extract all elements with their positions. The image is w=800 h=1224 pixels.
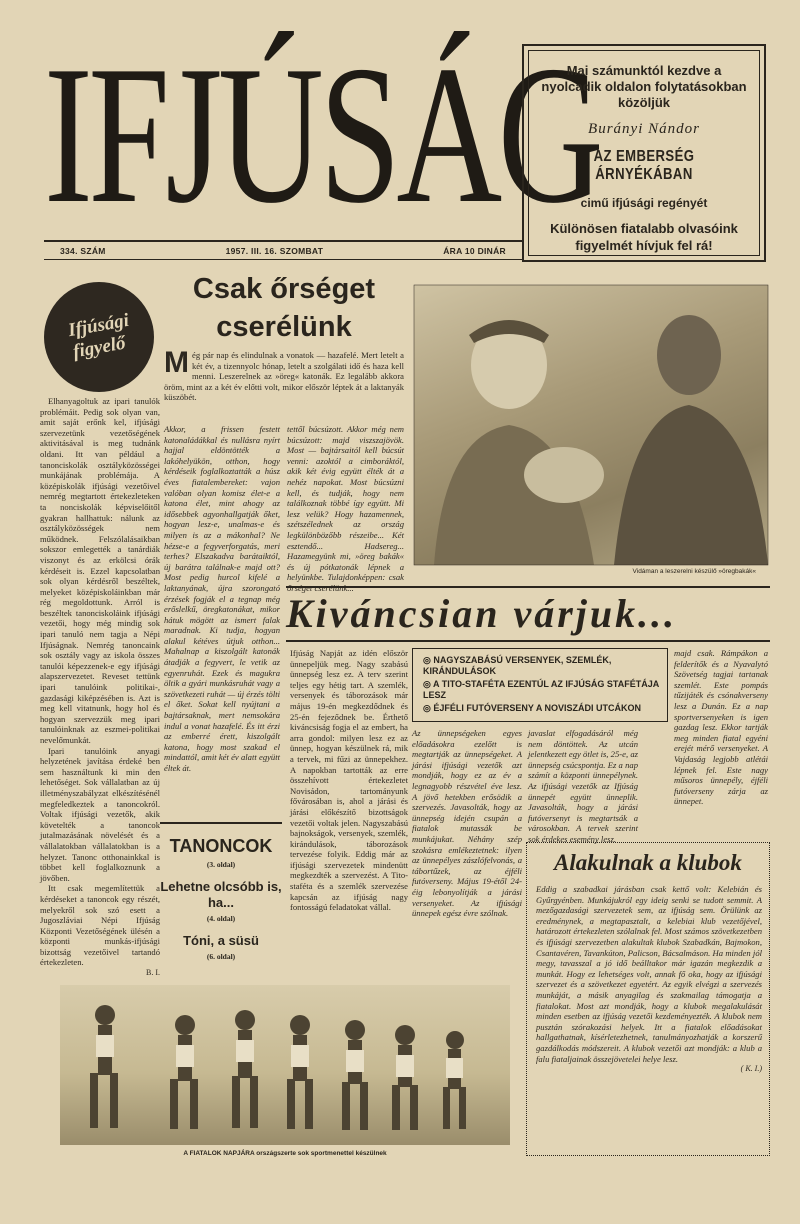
article2-column-4: majd csak. Rámpákon a felderítők és a Nyavalytó Szövetség tagjai tartanak szemlét. Este pompás tűzijáték és csónakverseny lesz a Dunán. Ez a nap sportversenyeken is igen gazdag lesz. Ekkor tartják meg minden fiatal egyéni erejét mérő versenyeket. A Vajdaság legjobb atlétái lépnek fel. Este nagy műsoros ünnepély, éjféli futóverseny zárja az ünnepet. — [674, 648, 768, 807]
masthead-title: IFJÚSÁG — [44, 25, 600, 244]
gymnasts-photo-caption: A FIATALOK NAPJÁRA országszerte sok sportmenettel készülnek — [183, 1150, 387, 1157]
issue-number: 334. SZÁM — [60, 245, 106, 256]
contents-box — [160, 822, 282, 982]
promo-note: Különösen fiatalabb olvasóink figyelmét hívjuk fel rá! — [550, 221, 738, 253]
article1-headline-line1: Csak őrséget — [192, 273, 376, 305]
article2-bullet-1: ◎ NAGYSZABÁSÚ VERSENYEK, SZEMLÉK, KIRÁNDULÁSOK — [423, 655, 612, 676]
gymnasts-photo-image — [60, 985, 510, 1145]
left-signature: B. I. — [146, 968, 160, 978]
article1-dropcap: M — [164, 346, 189, 379]
article2-column-2: Az ünnepségeken egyes előadásokra ezelőtt is megtartják az ünnepségeket. A járási ifjúsági vezetők azt mondják, hogy ez az év a legnagyobb részvétel éve lesz. A jövő hetekben erősödik a szervezés. Javasolták, hogy az ünnepség idején csupán a fiatalok mutassák be munkájukat. Néhány szép szokásra emlékeztetnek: ilyen az ünnepélyes zászlófelvonás, a tábortűzek, az éjféli futóverseny. Május 19-étől 24-éig lebonyolítják a járási versenyeket. Az ifjúsági ünnepek egész évre szólnak. — [412, 728, 522, 919]
contents-item-3[interactable]: Tóni, a süsü — [183, 933, 259, 948]
article1-lead — [164, 346, 404, 420]
soldiers-photo — [414, 285, 768, 565]
soldiers-photo-image — [414, 285, 768, 565]
article3-text: Eddig a szabadkai járásban csak kettő volt: Kelebián és Gyűrgyénben. Munkájukról egy ideig senki se tudott semmit. A mezőgazdasági szervezetek sem, az ifjúság sem. Örülünk az eredménynek, a megtapasztalt, a kelebiai klub vezetőjével, határozott értekezleten szólalnak fel. Most számos szövetkezetben és ifjúsági szervezetben alakultak klubok Szabadkán, Bajmokon, Csantavéren, Tavankúton, Palicson, Bácsalmáson. Ha minden jól megy, tavasszal a jó idő beálltakor már igazán megkezdik a munkát. Hogy ez lehetséges volt, annak fő oka, hogy az ifjúsági szervezet és a szövetkezet egyetért. Az egyik elvégzi a szervezés munkáját, a másik anyagilag és szakmailag támogatja a fiatalokat. Most azt mondják, hogy a klubok megalakulását minden esetben az ifjúság vezetői kezdeményezték. A klubok nem pusztán szórakozási helyek. Itt a fiatalok előadásokat hallgathatnak, kísérletezhetnek, tanulmányozhatják a korszerű gazdálkodás módszereit. A klubok vezetői azt mondják: a klub a falu fiataljainak összejövetelei helye lesz. — [536, 884, 762, 1064]
logo-line-2: figyelő — [71, 332, 127, 363]
article1-headline — [164, 270, 404, 346]
article1-lead-text: ég pár nap és elindulnak a vonatok — hazafelé. Mert letelt a két év, a tizennyolc hónap, letelt a szolgálati idő és haza kell menni. Leszerelnek az »öreg« katonák. Ez legalább akkora öröm, mint az a két év előtti volt, mikor először léptek át a laktanyák küszöbét. — [164, 350, 404, 403]
left-paragraph-3: Itt csak megemlítettük a kérdéseket a tanoncok egy részét, melyekről sok szó esett a Jugoszláviai Népi Ifjúság Központi Vezetőségének ülésén a központi munkás-ifjúsági bizottság vezetőivel tartandó értekezleten. — [40, 883, 160, 968]
left-paragraph-1: Elhanyagoltuk az ipari tanulók problémáit. Pedig sok olyan van, amit saját erőnk kel, ifjúsági szervezetünk vezetőségének aktivitásával is meg tudnánk oldani. Itt van például a tanonciskolák osztályközösségei munkájának problémája. A középiskolák ifjúsági vezetőivel nemrég megtartott értekezleteken ta nonciskolák képviselőitől gyakran hallhattuk: nálunk az osztályközösségek nem működnek. Felszólalásaikban sokszor emlegették a tanárdiák viszonyt és az erkölcsi órák kérdéseit is. Ezzel kapcsolatban sok olyan kérdésről beszéltek, melyeket középiskoláinkban már rég megoldottunk. Arról is beszéltek tanonciskoláink ifjúsági vezetői, hogy még mindig sok ipari tanuló nem tagja a Népi Ifjúságnak. Nemrég tanoncaink sok osztály vagy az iskola összes tanulói képezzenek-e egy ifjúsági alapszervezetet. Reveset tettünk ipari tanulóink politikai-, gazdasági kiképzésében is. Azt is meg kell vitatnunk, hogy hol és hogyan szervezzük meg ipari tanulóinknak az eszmei-politikai nevelőmunkát. — [40, 396, 160, 745]
left-paragraph-2: Ipari tanulóink anyagi helyzetének javítása érdeké ben sem használtunk ki min den lehetőséget. Sok vállalatban az új illetményszabályzat elkészítésénél megfeledkeztek a tanoncokról. Voltak ifjúsági vezetők, akik követelték a tanoncok jutalmazásának növelését és a vállalatokban vállalatokban is a helyzet. Tanonc otthonainkkal is többet kell foglalkoznunk a jövőben. — [40, 745, 160, 883]
contents-item-1[interactable]: TANONCOK — [169, 836, 273, 856]
article2-bullet-2: ◎ A TITO-STAFÉTA EZENTÚL AZ IFJÚSÁG STAFÉTÁJA LESZ — [423, 679, 659, 700]
contents-item-2[interactable]: Lehetne olcsóbb is, ha... — [160, 879, 282, 910]
serial-announcement-box — [522, 44, 766, 262]
article2-column-3: javaslat elfogadásáról még nem döntöttek. Az utcán jelentkezett egy ötlet is, 25-e, az ünnepség csúcspontja. Ez a nap számít a központi ünnepélynek. Az ifjúsági vezetők az Ifjúság ünnepét együtt ünneplik. Javasolták, hogy a járási futóversenyt is megtartsák a városokban. A tervek szerint sok érdekes esemény lesz. — [528, 728, 638, 844]
contents-item-1-page: (3. oldal) — [206, 860, 236, 869]
contents-item-3-page: (6. oldal) — [206, 952, 236, 961]
ifjusagi-figyelo-logo — [44, 282, 154, 392]
promo-book-title: AZ EMBERSÉG ÁRNYÉKÁBAN — [593, 148, 695, 183]
issue-bar — [44, 240, 522, 260]
article2-top-rule — [286, 586, 770, 588]
logo-line-1: Ifjúsági — [66, 309, 131, 342]
article2-headline: Kiváncsian várjuk... — [286, 591, 678, 636]
article1-column-1: Akkor, a frissen festett katonaládákkal és nullásra nyírt hajjal eldöntötték a lakóhelyükön, otthon, hogy kérdéseik foglalkoztatták a húsz éves fiatalembereket: vajon valóban olyan komisz élet-e a katona élet, mint ahogy az idősebbek agyonhallgatják őket, hogyan lesz-e, unalmas-e és milyen is az a mákonhal? Ne hézse-e a fegyverforgatás, meri terhes? Elszakadva barátaiktól, új barátra találnak-e majd ott? Most pedig hurcol kifelé a laktanyának, újra szorongató érzések fogják el a tegnap még erőslelkű, öregkatonákat, mikor hátuk mögött az ismert falak maradnak. Ki tudja, hogyan alakul kétéves útjuk otthon... Mahalnap a kiszolgált katonák átadják a fegyvert, le vetik az egyenruhát. Ezek és magukra öltik a gyári munkásruhát vagy a szövetkezeti ruhát — új érzés tölti el őket. Sokat kell nyújtani a bajtársaknak, mert nemsokára indul a vonat hazafelé. És itt érzi az emberré érett, kiszolgált katona, hogy most szakad el mindattól, amit két év alatt együtt éltek át. — [164, 424, 280, 773]
article2-column-1: Ifjúság Napját az idén először ünnepeljük meg. Nagy szabású ünnepség lesz ez. A terv szerint teljes egy hétig tart. A szemlék, versenyek és táborozások már május 19-én megkezdődnek és 25-én fejeződnek be. Érthető kiváncsiság fogja el az embert, ha arra gondol: milyen lesz ez az ünnep, hogyan készülnek rá, mik a tervek, mi fűzi az ünnepekhez. A napokban tartották az erre összehívott értekezletet Novisádon, tartományunk fővárosában is, ahol a járási és járási előkészítő bizottságok vezetői voltak jelen. Nagyszabású bajnokságok, versenyek, szemlék, kirándulások, táborozások tervezése folyik. Eddig már az ifjúsági szervezetek mindenütt megkezdték a szervezést. A Tito-staféta és a szemlék szervezése kapcsán az ifjúság nagy fontosságú feladatokat vállal. — [290, 648, 408, 913]
promo-intro: Mai számunktól kezdve a nyolcadik oldalon folytatásokban közöljük — [541, 63, 747, 110]
promo-author: Burányi Nándor — [588, 121, 700, 137]
gymnasts-photo — [60, 985, 510, 1145]
contents-item-2-page: (4. oldal) — [206, 914, 236, 923]
article3-signature: ( K. I.) — [740, 1064, 762, 1074]
issue-date: 1957. III. 16. SZOMBAT — [225, 245, 324, 256]
article3-headline: Alakulnak a klubok — [554, 850, 742, 875]
promo-genre: cimű ifjúsági regényét — [580, 196, 708, 210]
left-column-article — [40, 396, 160, 992]
article3-body — [536, 884, 762, 1150]
issue-price: ÁRA 10 DINÁR — [443, 245, 506, 256]
article2-bottom-rule — [286, 640, 770, 642]
article2-highlights-box — [412, 648, 668, 722]
article1-headline-line2: cserélünk — [216, 311, 352, 343]
article2-bullet-3: ◎ ÉJFÉLI FUTÓVERSENY A NOVISZÁDI UTCÁKON — [423, 703, 642, 713]
soldiers-photo-caption: Vidáman a leszerelni készülő »öregbakák« — [632, 568, 756, 575]
article1-column-2: tettől búcsúzott. Akkor még nem búcsúzott: majd viszszajövök. Most — bajtársaitól kell búcsút venni: azoktól a cimboráktól, akik két évig együtt élték át a nehéz napokat. Most búcsúzni kell, és tudják, hogy nem találkoznak többé így együtt. Mi lesz velük? Hogy hazamennek, szétszélednek az ország legkülönbözőbb részeibe... Két esztendő... Hadsereg... Hazamegyünk mi, »öreg bakák« és új pótkatonák lépnek a helyünkbe. Tulajdonképpen: csak — [287, 424, 404, 583]
